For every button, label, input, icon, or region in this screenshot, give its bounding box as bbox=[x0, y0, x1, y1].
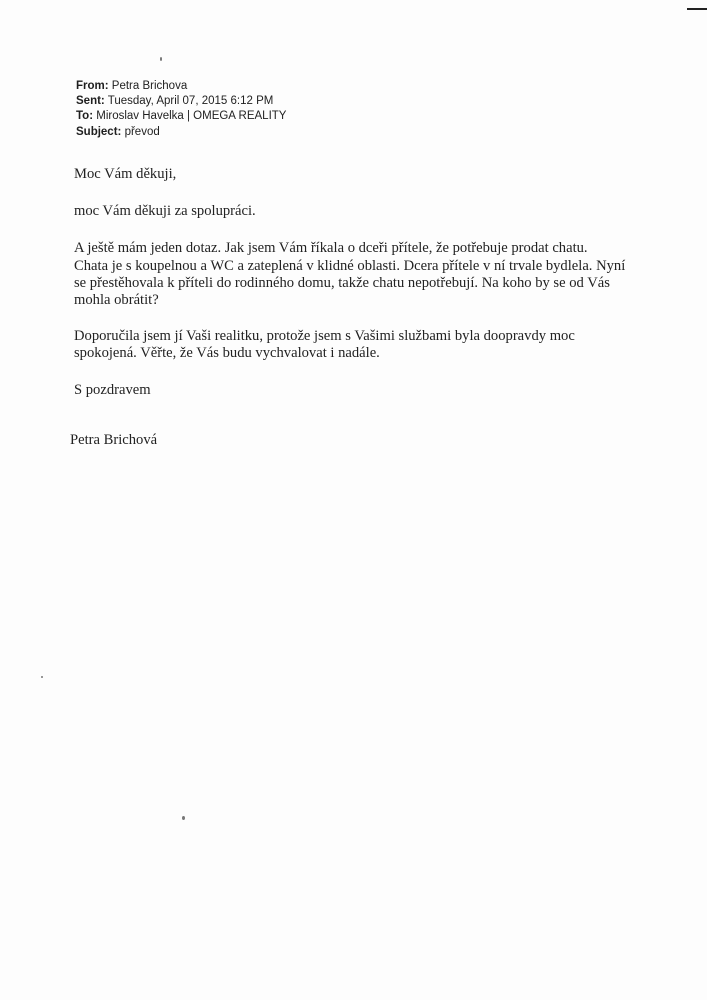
from-value: Petra Brichova bbox=[111, 80, 188, 92]
subject-row bbox=[76, 125, 286, 140]
question-paragraph bbox=[74, 240, 634, 309]
to-label: To: bbox=[76, 110, 94, 123]
paragraph-line: Chata je s koupelnou a WC a zateplená v klidné oblasti. Dcera přítele v ní trvale bydlela. Nyní bbox=[74, 257, 626, 274]
thanks-line: moc Vám děkuji za spolupráci. bbox=[74, 203, 256, 220]
scan-edge-mark bbox=[687, 8, 707, 10]
sent-value: Tuesday, April 07, 2015 6:12 PM bbox=[107, 95, 274, 108]
scan-speck bbox=[41, 676, 43, 678]
from-label: From: bbox=[76, 80, 109, 92]
email-header bbox=[76, 79, 286, 140]
subject-value: převod bbox=[124, 125, 160, 138]
signature: Petra Brichová bbox=[70, 432, 158, 448]
greeting bbox=[74, 166, 634, 183]
recommend-paragraph bbox=[74, 328, 634, 362]
paragraph-line: se přestěhovala k příteli do rodinného domu, takže chatu nepotřebují. Na koho by se od Vás bbox=[74, 274, 610, 291]
paragraph-line: A ještě mám jeden dotaz. Jak jsem Vám říkala o dceři přítele, že potřebuje prodat chatu. bbox=[74, 240, 588, 257]
paragraph-line: spokojená. Věřte, že Vás budu vychvalovat i nadále. bbox=[74, 345, 380, 362]
sent-row bbox=[76, 94, 286, 109]
closing-line: S pozdravem bbox=[74, 381, 151, 398]
to-row bbox=[76, 109, 286, 124]
greeting-line: Moc Vám děkuji, bbox=[74, 166, 177, 182]
sent-label: Sent: bbox=[76, 95, 105, 108]
subject-label: Subject: bbox=[76, 125, 122, 138]
paragraph-line: mohla obrátit? bbox=[74, 292, 159, 309]
scan-speck bbox=[160, 57, 162, 61]
email-body bbox=[74, 166, 634, 418]
to-value: Miroslav Havelka | OMEGA REALITY bbox=[96, 110, 287, 123]
scan-speck bbox=[182, 816, 185, 820]
paragraph-line: Doporučila jsem jí Vaši realitku, protože jsem s Vašimi službami byla doopravdy moc bbox=[74, 328, 575, 345]
closing bbox=[74, 382, 634, 399]
from-row bbox=[76, 79, 286, 94]
thanks-paragraph bbox=[74, 203, 634, 220]
